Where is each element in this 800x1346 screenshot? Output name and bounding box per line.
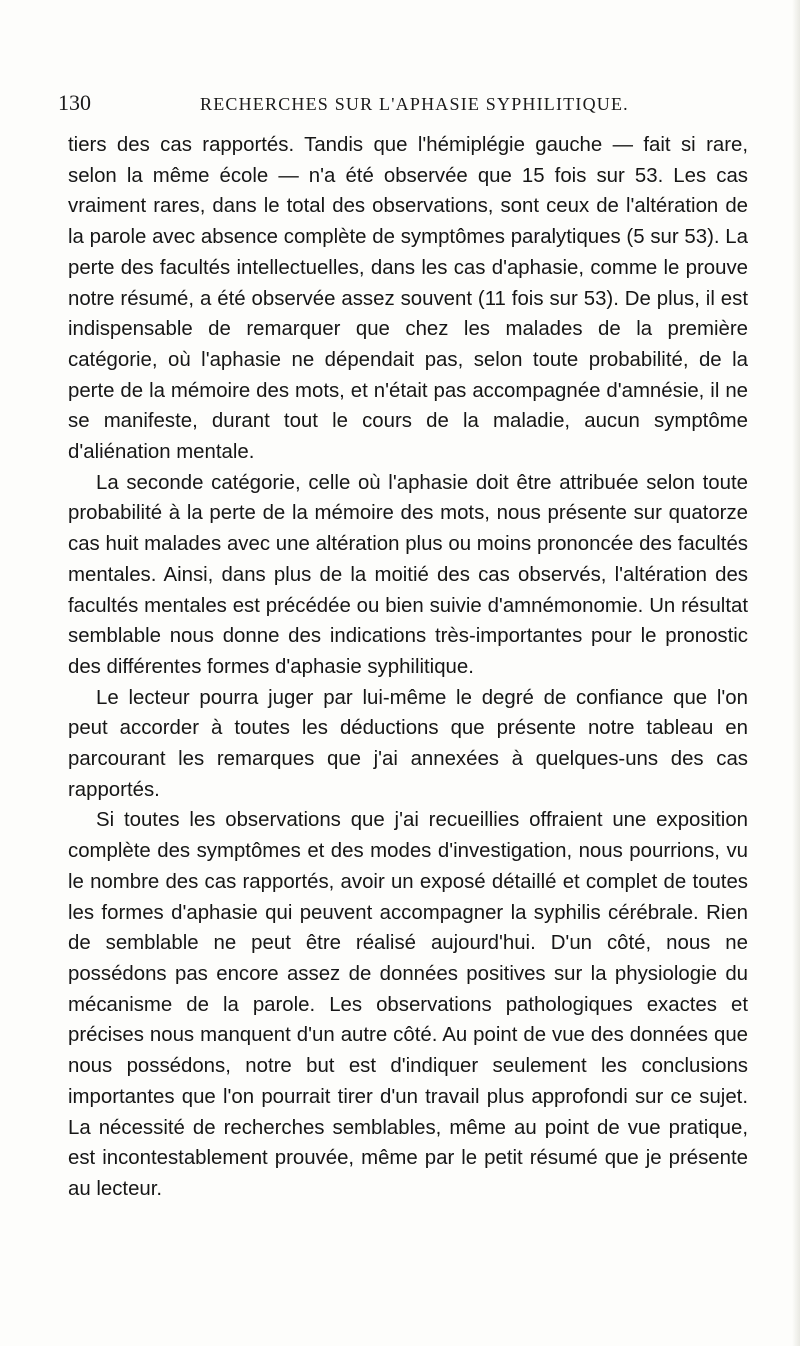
body-text: [68, 130, 748, 1205]
paragraph-3: Le lecteur pourra juger par lui-même le degré de confiance que l'on peut accorder à toutes les déductions que présente notre tableau en parcourant les remarques que j'ai annexées à quelques-uns des cas rapportés.: [68, 686, 748, 801]
running-title: RECHERCHES SUR L'APHASIE SYPHILITIQUE.: [200, 94, 629, 114]
scan-edge-shadow: [792, 0, 800, 1346]
paragraph-1: tiers des cas rapportés. Tandis que l'hémiplégie gauche — fait si rare, selon la même école — n'a été observée que 15 fois sur 53. Les cas vraiment rares, dans le total des observations, sont ceux de l'altération de la parole avec absence complète de symptômes paralytiques (5 sur 53). La perte des facultés intellectuelles, dans les cas d'aphasie, comme le prouve notre résumé, a été observée assez souvent (11 fois sur 53). De plus, il est indispensable de remarquer que chez les malades de la première catégorie, où l'aphasie ne dépendait pas, selon toute probabilité, de la perte de la mémoire des mots, et n'était pas accompagnée d'amnésie, il ne se manifeste, durant tout le cours de la maladie, aucun symptôme d'aliénation mentale.: [68, 134, 748, 464]
page-header: [58, 90, 748, 120]
paragraph-2: La seconde catégorie, celle où l'aphasie doit être attribuée selon toute probabilité à la perte de la mémoire des mots, nous présente sur quatorze cas huit malades avec une altération plus ou moins prononcée des facultés mentales. Ainsi, dans plus de la moitié des cas observés, l'altération des facultés mentales est précédée ou bien suivie d'amnémonomie. Un résultat semblable nous donne des indications très-importantes pour le pronostic des différentes formes d'aphasie syphilitique.: [68, 471, 748, 678]
page-number: 130: [58, 90, 91, 115]
paragraph-4: Si toutes les observations que j'ai recueillies offraient une exposition complète des symptômes et des modes d'investigation, nous pourrions, vu le nombre des cas rapportés, avoir un exposé détaillé et complet de toutes les formes d'aphasie qui peuvent accompagner la syphilis cérébrale. Rien de semblable ne peut être réalisé aujourd'hui. D'un côté, nous ne possédons pas encore assez de données positives sur la physiologie du mécanisme de la parole. Les observations pathologiques exactes et précises nous manquent d'un autre côté. Au point de vue des données que nous possédons, notre but est d'indiquer seulement les conclusions importantes que l'on pourrait tirer d'un travail plus approfondi sur ce sujet. La nécessité de recherches semblables, même au point de vue pratique, est incontestablement prouvée, même par le petit résumé que je présente au lecteur.: [68, 809, 748, 1200]
